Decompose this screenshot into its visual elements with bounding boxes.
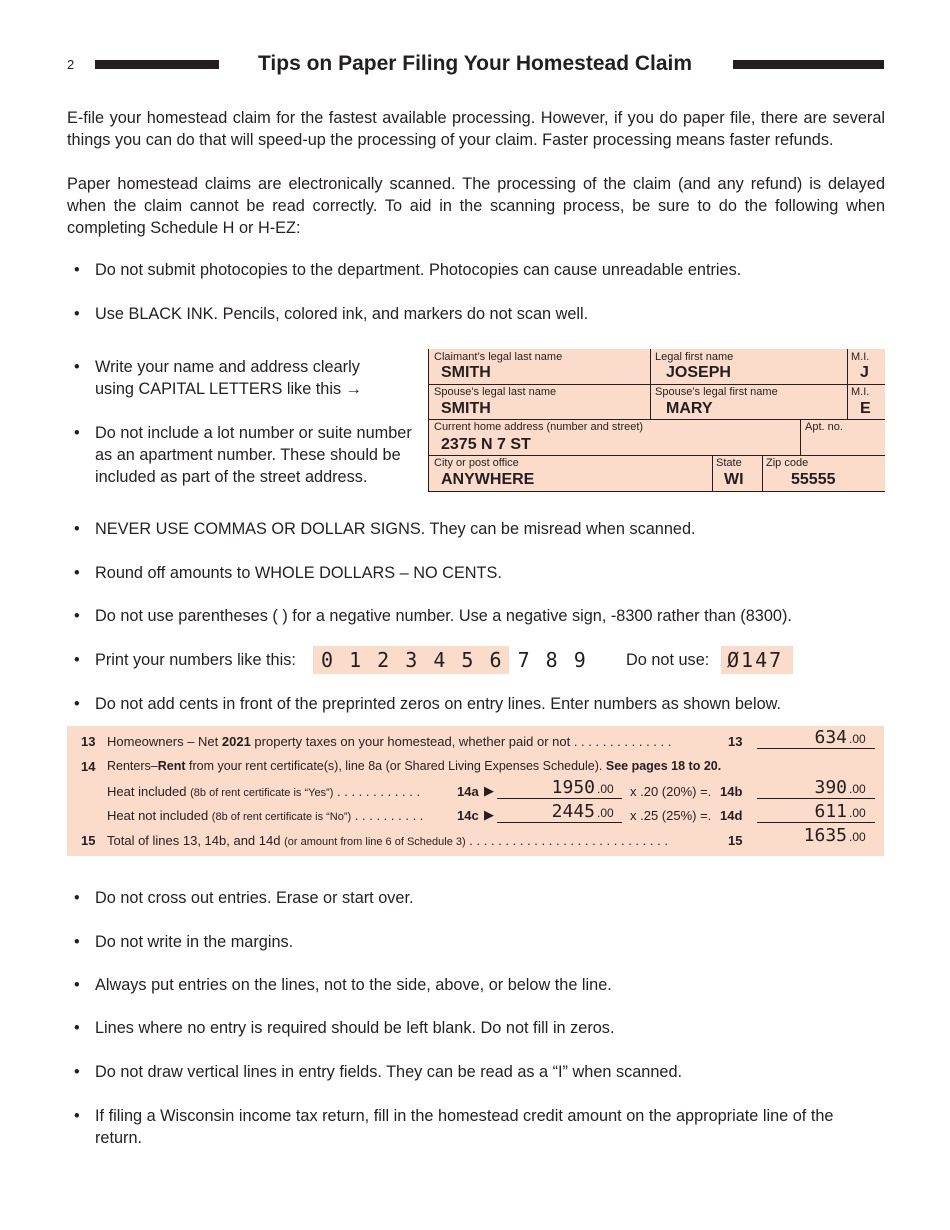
line-15-dots: . . . . . . . . . . . . . . . . . . . . . . . . . . . . [465,833,668,848]
bullet-marker: • [74,424,80,442]
line-14b-entry-line [757,798,875,799]
bullet-marker: • [74,651,80,669]
number-sample-good: 0 1 2 3 4 5 6 7 8 9 [313,646,509,674]
line-14a-ref: 14a [457,784,479,799]
bullet-marker: • [74,1019,80,1037]
page-number: 2 [67,57,75,72]
bullet-lot-number-line2: as an apartment number. These should be [95,446,401,464]
number-sample-bad: Ø147 [721,646,793,674]
apt-label: Apt. no. [805,421,843,433]
claimant-last-name-value: SMITH [441,364,491,381]
line-14c-calc: x .25 (25%) =. [630,808,712,823]
line-15-cents: .00 [849,830,866,844]
line-15-amount: 1635 [803,825,847,846]
state-label: State [716,457,742,469]
line-13-ref: 13 [728,734,743,749]
header-rule-right [733,60,884,69]
page-title: Tips on Paper Filing Your Homestead Claim [257,52,693,75]
spouse-mi-value: E [860,400,871,417]
spouse-first-name-label: Spouse’s legal first name [655,386,778,398]
zip-value: 55555 [791,471,836,488]
line-14c-note: (8b of rent certificate is “No”) [211,811,352,823]
bullet-parentheses: Do not use parentheses ( ) for a negative number. Use a negative sign, -8300 rather than (8300). [95,607,792,625]
bullet-marker: • [74,261,80,279]
intro-paragraph-efile: E-file your homestead claim for the fastest available processing. However, if you do paper file, there are several things you can do that will speed-up the processing of your claim. Faster processing means faster refunds. [67,109,885,149]
line-14a-label: Heat included [107,784,191,799]
bullet-marker: • [74,520,80,538]
city-value: ANYWHERE [441,471,535,488]
bullet-marker: • [74,1107,80,1125]
line-14b-cents: .00 [849,782,866,796]
line-14a-note: (8b of rent certificate is “Yes”) [190,787,334,799]
bullet-marker: • [74,695,80,713]
form-row-line [429,384,885,385]
bullet-marker: • [74,358,80,376]
bullet-lot-number-line1: Do not include a lot number or suite number [95,424,412,442]
bullet-cross-out: Do not cross out entries. Erase or start over. [95,889,414,907]
city-label: City or post office [434,457,519,469]
bullet-capital-letters-line2: using CAPITAL LETTERS like this → [95,380,362,398]
form-bottom-line [429,491,885,492]
line-14b-ref: 14b [720,784,743,799]
line-15-ref: 15 [728,833,743,848]
claimant-last-name-label: Claimant’s legal last name [434,351,563,363]
first-name-label: Legal first name [655,351,734,363]
line-13-cents: .00 [849,732,866,746]
state-value: WI [724,471,744,488]
line-14c-ref: 14c [457,808,479,823]
bullet-wisconsin-line2: return. [95,1129,143,1147]
line-14d-ref: 14d [720,808,743,823]
bullet-photocopies: Do not submit photocopies to the department. Photocopies can cause unreadable entries. [95,261,742,279]
bullet-print-numbers: Print your numbers like this: [95,651,296,669]
spouse-last-name-value: SMITH [441,400,491,417]
line-13-entry-line [757,748,875,749]
form-divider [762,455,763,492]
line-13-year: 2021 [221,734,251,749]
bullet-marker: • [74,889,80,907]
line-14-number: 14 [81,759,96,774]
bullet-whole-dollars: Round off amounts to WHOLE DOLLARS – NO CENTS. [95,564,502,582]
line-14c-dots: . . . . . . . . . . [351,808,424,823]
form-divider [712,455,713,492]
address-value: 2375 N 7 ST [441,436,531,453]
schedule-lines-example [67,726,884,856]
arrow-icon: ▶ [484,783,494,798]
spouse-mi-label: M.I. [851,386,870,398]
bullet-black-ink: Use BLACK INK. Pencils, colored ink, and markers do not scan well. [95,305,589,323]
bullet-wisconsin-line1: If filing a Wisconsin income tax return, fill in the homestead credit amount on the appropriate line of the [95,1107,834,1125]
line-14d-cents: .00 [849,806,866,820]
spouse-first-name-value: MARY [666,400,713,417]
mi-label: M.I. [851,351,870,363]
bullet-no-commas: NEVER USE COMMAS OR DOLLAR SIGNS. They can be misread when scanned. [95,520,696,538]
line-15-note: (or amount from line 6 of Schedule 3) [284,836,466,848]
line-14a-cents: .00 [597,782,614,796]
line-14b-amount: 390 [814,777,847,798]
arrow-icon: ▶ [484,807,494,822]
line-13-amount: 634 [814,727,847,748]
mi-value: J [860,364,869,381]
line-14c-label: Heat not included [107,808,212,823]
line-14c-text [107,808,423,823]
bullet-marker: • [74,607,80,625]
bullet-leave-blank: Lines where no entry is required should be left blank. Do not fill in zeros. [95,1019,615,1037]
line-15-label: Total of lines 13, 14b, and 14d [107,833,285,848]
line-15-number: 15 [81,833,96,848]
line-14-text-mid: from your rent certificate(s), line 8a (or Shared Living Expenses Schedule). [185,759,606,773]
line-13-text-end: property taxes on your homestead, whether paid or not . . . . . . . . . . . . . . [250,734,672,749]
bullet-marker: • [74,305,80,323]
spouse-last-name-label: Spouse’s legal last name [434,386,557,398]
line-14d-amount: 611 [814,801,847,822]
line-14c-cents: .00 [597,806,614,820]
line-14a-text [107,784,420,799]
intro-paragraph-scanning: Paper homestead claims are electronically scanned. The processing of the claim (and any refund) is delayed when the claim cannot be read correctly. To aid in the scanning process, be sure to do the following when completing Schedule H or H-EZ: [67,175,885,237]
bullet-lot-number-line3: included as part of the street address. [95,468,368,486]
line-14a-entry-line [497,798,622,799]
bullet-marker: • [74,976,80,994]
line-14c-entry-line [497,822,622,823]
address-example-form [428,349,885,492]
line-14a-dots: . . . . . . . . . . . . [333,784,421,799]
line-14-text [107,759,721,773]
do-not-use-label: Do not use: [626,651,710,669]
form-row-line [429,419,885,420]
bullet-capital-letters-line1: Write your name and address clearly [95,358,360,376]
line-14c-amount: 2445 [551,801,595,822]
line-15-text [107,833,668,848]
line-14a-calc: x .20 (20%) =. [630,784,712,799]
line-14-pages: See pages 18 to 20. [605,759,722,773]
zip-label: Zip code [766,457,809,469]
address-label: Current home address (number and street) [434,421,644,433]
bullet-marker: • [74,933,80,951]
bullet-on-lines: Always put entries on the lines, not to the side, above, or below the line. [95,976,612,994]
bullet-preprinted-zeros: Do not add cents in front of the preprinted zeros on entry lines. Enter numbers as shown below. [95,695,782,713]
line-14d-entry-line [757,822,875,823]
bullet-margins: Do not write in the margins. [95,933,294,951]
line-14a-amount: 1950 [551,777,595,798]
line-14-text-start: Renters– [107,759,158,773]
line-13-text [107,734,671,749]
line-13-text-start: Homeowners – Net [107,734,222,749]
line-14-rent: Rent [157,759,186,773]
bullet-marker: • [74,564,80,582]
line-13-number: 13 [81,734,96,749]
first-name-value: JOSEPH [666,364,731,381]
bullet-marker: • [74,1063,80,1081]
bullet-vertical-lines: Do not draw vertical lines in entry fields. They can be read as a “I” when scanned. [95,1063,683,1081]
form-row-line [429,455,885,456]
form-divider [800,419,801,455]
